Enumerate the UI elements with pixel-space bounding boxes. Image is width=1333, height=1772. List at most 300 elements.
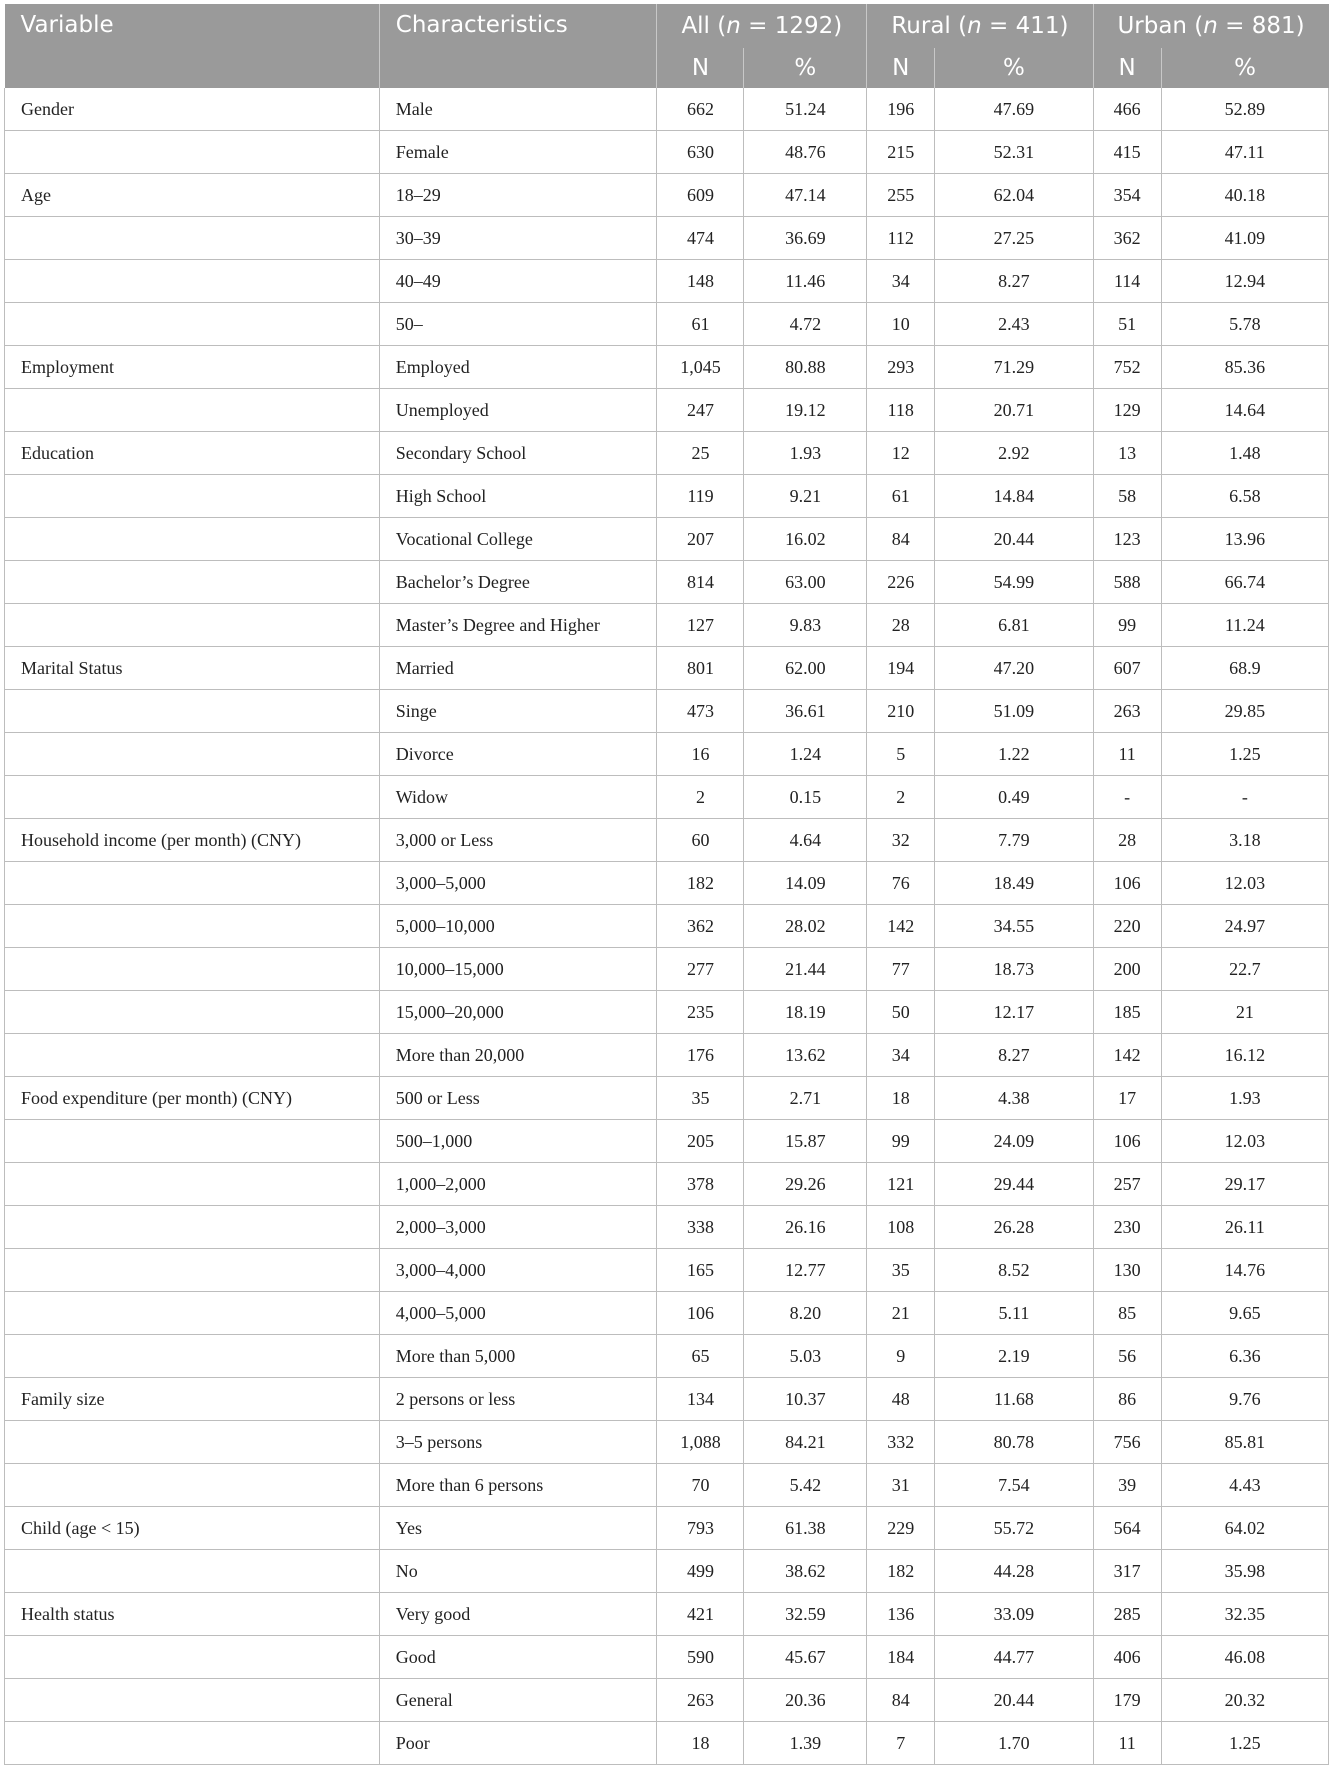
cell-urban-percent: 41.09 — [1161, 217, 1328, 260]
cell-urban-percent: 12.03 — [1161, 1120, 1328, 1163]
cell-rural-percent: 8.27 — [935, 260, 1093, 303]
cell-rural-percent: 52.31 — [935, 131, 1093, 174]
cell-all-percent: 63.00 — [744, 561, 867, 604]
header-group-rural-n: n — [967, 13, 982, 39]
table-row — [5, 1507, 1329, 1550]
cell-urban-percent: 85.81 — [1161, 1421, 1328, 1464]
demographics-table — [4, 4, 1329, 1765]
cell-urban-n: 123 — [1093, 518, 1161, 561]
cell-rural-n: 99 — [867, 1120, 935, 1163]
cell-urban-n: 142 — [1093, 1034, 1161, 1077]
cell-rural-percent: 71.29 — [935, 346, 1093, 389]
cell-all-n: 814 — [657, 561, 744, 604]
cell-all-n: 205 — [657, 1120, 744, 1163]
cell-rural-n: 50 — [867, 991, 935, 1034]
table-row — [5, 1163, 1329, 1206]
cell-characteristic: 2,000–3,000 — [379, 1206, 657, 1249]
cell-all-n: 182 — [657, 862, 744, 905]
cell-characteristic: Master’s Degree and Higher — [379, 604, 657, 647]
cell-rural-n: 84 — [867, 518, 935, 561]
cell-rural-percent: 2.19 — [935, 1335, 1093, 1378]
cell-all-percent: 84.21 — [744, 1421, 867, 1464]
cell-urban-n: 230 — [1093, 1206, 1161, 1249]
cell-rural-percent: 7.54 — [935, 1464, 1093, 1507]
cell-rural-percent: 8.27 — [935, 1034, 1093, 1077]
cell-rural-percent: 80.78 — [935, 1421, 1093, 1464]
cell-urban-percent: 22.7 — [1161, 948, 1328, 991]
cell-rural-percent: 7.79 — [935, 819, 1093, 862]
cell-urban-percent: 6.58 — [1161, 475, 1328, 518]
header-row-groups — [5, 4, 1329, 48]
header-variable: Variable — [5, 4, 380, 88]
table-row — [5, 88, 1329, 131]
header-group-rural — [867, 4, 1093, 48]
cell-urban-percent: 29.17 — [1161, 1163, 1328, 1206]
cell-variable — [5, 1722, 380, 1765]
cell-all-percent: 36.69 — [744, 217, 867, 260]
cell-urban-n: 220 — [1093, 905, 1161, 948]
table-row — [5, 862, 1329, 905]
cell-rural-percent: 44.77 — [935, 1636, 1093, 1679]
header-group-all-n: n — [726, 13, 741, 39]
cell-all-n: 176 — [657, 1034, 744, 1077]
cell-characteristic: 40–49 — [379, 260, 657, 303]
header-sub-n: N — [867, 48, 935, 88]
cell-urban-percent: 3.18 — [1161, 819, 1328, 862]
cell-characteristic: Good — [379, 1636, 657, 1679]
cell-characteristic: 500 or Less — [379, 1077, 657, 1120]
cell-urban-n: 588 — [1093, 561, 1161, 604]
table-row — [5, 1034, 1329, 1077]
cell-all-percent: 80.88 — [744, 346, 867, 389]
cell-all-percent: 38.62 — [744, 1550, 867, 1593]
cell-rural-percent: 20.71 — [935, 389, 1093, 432]
table-row — [5, 1722, 1329, 1765]
cell-all-n: 25 — [657, 432, 744, 475]
cell-all-n: 362 — [657, 905, 744, 948]
cell-rural-percent: 6.81 — [935, 604, 1093, 647]
cell-characteristic: Bachelor’s Degree — [379, 561, 657, 604]
cell-all-percent: 14.09 — [744, 862, 867, 905]
cell-all-percent: 61.38 — [744, 1507, 867, 1550]
cell-all-n: 263 — [657, 1679, 744, 1722]
header-group-urban — [1093, 4, 1328, 48]
cell-all-n: 793 — [657, 1507, 744, 1550]
cell-urban-percent: 12.94 — [1161, 260, 1328, 303]
cell-urban-n: - — [1093, 776, 1161, 819]
cell-urban-n: 406 — [1093, 1636, 1161, 1679]
table-header — [5, 4, 1329, 88]
cell-rural-percent: 0.49 — [935, 776, 1093, 819]
cell-characteristic: Widow — [379, 776, 657, 819]
cell-all-percent: 47.14 — [744, 174, 867, 217]
cell-characteristic: Unemployed — [379, 389, 657, 432]
header-group-all-suffix: = 1292) — [740, 13, 843, 39]
table-row — [5, 1679, 1329, 1722]
cell-rural-n: 28 — [867, 604, 935, 647]
cell-variable: Health status — [5, 1593, 380, 1636]
cell-urban-n: 39 — [1093, 1464, 1161, 1507]
cell-rural-n: 194 — [867, 647, 935, 690]
cell-rural-n: 229 — [867, 1507, 935, 1550]
table-row — [5, 217, 1329, 260]
cell-all-n: 60 — [657, 819, 744, 862]
cell-all-percent: 5.42 — [744, 1464, 867, 1507]
cell-all-n: 247 — [657, 389, 744, 432]
cell-characteristic: 3–5 persons — [379, 1421, 657, 1464]
table-row — [5, 303, 1329, 346]
cell-rural-percent: 1.22 — [935, 733, 1093, 776]
cell-rural-n: 255 — [867, 174, 935, 217]
table-row — [5, 1249, 1329, 1292]
cell-all-percent: 4.72 — [744, 303, 867, 346]
cell-rural-n: 2 — [867, 776, 935, 819]
cell-urban-percent: 6.36 — [1161, 1335, 1328, 1378]
cell-rural-n: 34 — [867, 1034, 935, 1077]
cell-variable — [5, 1550, 380, 1593]
cell-urban-n: 200 — [1093, 948, 1161, 991]
cell-urban-percent: 46.08 — [1161, 1636, 1328, 1679]
cell-urban-percent: 12.03 — [1161, 862, 1328, 905]
cell-urban-percent: 1.25 — [1161, 1722, 1328, 1765]
cell-characteristic: Divorce — [379, 733, 657, 776]
cell-variable: Education — [5, 432, 380, 475]
table-body — [5, 88, 1329, 1765]
cell-all-percent: 48.76 — [744, 131, 867, 174]
cell-rural-percent: 24.09 — [935, 1120, 1093, 1163]
cell-all-percent: 2.71 — [744, 1077, 867, 1120]
cell-all-percent: 62.00 — [744, 647, 867, 690]
cell-rural-n: 215 — [867, 131, 935, 174]
cell-rural-percent: 47.20 — [935, 647, 1093, 690]
cell-variable — [5, 1120, 380, 1163]
cell-rural-percent: 47.69 — [935, 88, 1093, 131]
cell-all-percent: 12.77 — [744, 1249, 867, 1292]
cell-all-n: 18 — [657, 1722, 744, 1765]
cell-all-percent: 0.15 — [744, 776, 867, 819]
header-sub-percent: % — [935, 48, 1093, 88]
table-row — [5, 518, 1329, 561]
cell-rural-n: 18 — [867, 1077, 935, 1120]
cell-all-n: 2 — [657, 776, 744, 819]
cell-characteristic: More than 6 persons — [379, 1464, 657, 1507]
cell-urban-n: 263 — [1093, 690, 1161, 733]
cell-all-percent: 1.39 — [744, 1722, 867, 1765]
cell-variable — [5, 991, 380, 1034]
cell-variable — [5, 1206, 380, 1249]
cell-all-percent: 9.21 — [744, 475, 867, 518]
cell-characteristic: 10,000–15,000 — [379, 948, 657, 991]
cell-characteristic: More than 20,000 — [379, 1034, 657, 1077]
table-row — [5, 346, 1329, 389]
cell-variable — [5, 1679, 380, 1722]
table-row — [5, 1421, 1329, 1464]
cell-variable — [5, 303, 380, 346]
cell-characteristic: Vocational College — [379, 518, 657, 561]
header-group-all — [657, 4, 867, 48]
cell-variable — [5, 733, 380, 776]
cell-urban-percent: 4.43 — [1161, 1464, 1328, 1507]
table-row — [5, 1550, 1329, 1593]
cell-characteristic: 4,000–5,000 — [379, 1292, 657, 1335]
cell-rural-n: 293 — [867, 346, 935, 389]
header-sub-percent: % — [1161, 48, 1328, 88]
cell-all-n: 207 — [657, 518, 744, 561]
cell-rural-percent: 11.68 — [935, 1378, 1093, 1421]
cell-rural-percent: 1.70 — [935, 1722, 1093, 1765]
cell-characteristic: 500–1,000 — [379, 1120, 657, 1163]
cell-rural-percent: 33.09 — [935, 1593, 1093, 1636]
cell-rural-percent: 2.43 — [935, 303, 1093, 346]
cell-all-percent: 1.93 — [744, 432, 867, 475]
cell-all-n: 127 — [657, 604, 744, 647]
cell-all-percent: 36.61 — [744, 690, 867, 733]
cell-characteristic: Secondary School — [379, 432, 657, 475]
cell-all-percent: 11.46 — [744, 260, 867, 303]
cell-rural-n: 21 — [867, 1292, 935, 1335]
cell-urban-n: 362 — [1093, 217, 1161, 260]
cell-variable: Child (age < 15) — [5, 1507, 380, 1550]
cell-all-percent: 4.64 — [744, 819, 867, 862]
header-group-urban-suffix: = 881) — [1217, 13, 1305, 39]
header-characteristics: Characteristics — [379, 4, 657, 88]
cell-variable: Age — [5, 174, 380, 217]
cell-characteristic: 3,000–5,000 — [379, 862, 657, 905]
cell-all-percent: 10.37 — [744, 1378, 867, 1421]
cell-variable — [5, 518, 380, 561]
cell-characteristic: Poor — [379, 1722, 657, 1765]
table-row — [5, 1378, 1329, 1421]
header-sub-percent: % — [744, 48, 867, 88]
table-row — [5, 174, 1329, 217]
cell-rural-percent: 20.44 — [935, 1679, 1093, 1722]
cell-urban-n: 257 — [1093, 1163, 1161, 1206]
cell-urban-n: 58 — [1093, 475, 1161, 518]
header-group-all-prefix: All ( — [681, 13, 727, 39]
table-row — [5, 905, 1329, 948]
header-sub-n: N — [1093, 48, 1161, 88]
table-row — [5, 819, 1329, 862]
cell-all-percent: 29.26 — [744, 1163, 867, 1206]
cell-urban-percent: 14.76 — [1161, 1249, 1328, 1292]
cell-rural-n: 12 — [867, 432, 935, 475]
table-row — [5, 991, 1329, 1034]
table-row — [5, 1636, 1329, 1679]
cell-characteristic: 1,000–2,000 — [379, 1163, 657, 1206]
cell-variable — [5, 604, 380, 647]
cell-variable — [5, 260, 380, 303]
cell-characteristic: Male — [379, 88, 657, 131]
cell-variable — [5, 1636, 380, 1679]
cell-rural-n: 118 — [867, 389, 935, 432]
cell-all-percent: 16.02 — [744, 518, 867, 561]
cell-rural-n: 9 — [867, 1335, 935, 1378]
cell-rural-n: 31 — [867, 1464, 935, 1507]
cell-all-n: 70 — [657, 1464, 744, 1507]
cell-all-n: 630 — [657, 131, 744, 174]
cell-all-n: 65 — [657, 1335, 744, 1378]
cell-rural-percent: 5.11 — [935, 1292, 1093, 1335]
cell-all-percent: 51.24 — [744, 88, 867, 131]
cell-urban-percent: 9.65 — [1161, 1292, 1328, 1335]
header-group-rural-prefix: Rural ( — [891, 13, 968, 39]
cell-urban-n: 564 — [1093, 1507, 1161, 1550]
cell-urban-n: 415 — [1093, 131, 1161, 174]
cell-variable — [5, 1034, 380, 1077]
cell-characteristic: 5,000–10,000 — [379, 905, 657, 948]
cell-variable — [5, 389, 380, 432]
cell-rural-n: 48 — [867, 1378, 935, 1421]
table-row — [5, 604, 1329, 647]
cell-urban-percent: 32.35 — [1161, 1593, 1328, 1636]
cell-rural-n: 84 — [867, 1679, 935, 1722]
table-row — [5, 260, 1329, 303]
cell-all-percent: 15.87 — [744, 1120, 867, 1163]
cell-characteristic: Singe — [379, 690, 657, 733]
cell-urban-n: 466 — [1093, 88, 1161, 131]
cell-rural-percent: 12.17 — [935, 991, 1093, 1034]
cell-all-percent: 18.19 — [744, 991, 867, 1034]
cell-rural-percent: 14.84 — [935, 475, 1093, 518]
cell-rural-n: 32 — [867, 819, 935, 862]
cell-rural-n: 112 — [867, 217, 935, 260]
table-row — [5, 647, 1329, 690]
cell-urban-percent: 20.32 — [1161, 1679, 1328, 1722]
cell-variable — [5, 1163, 380, 1206]
cell-all-percent: 28.02 — [744, 905, 867, 948]
cell-urban-n: 756 — [1093, 1421, 1161, 1464]
cell-urban-n: 752 — [1093, 346, 1161, 389]
cell-urban-n: 28 — [1093, 819, 1161, 862]
cell-urban-percent: 24.97 — [1161, 905, 1328, 948]
table-row — [5, 389, 1329, 432]
cell-all-n: 165 — [657, 1249, 744, 1292]
cell-all-percent: 1.24 — [744, 733, 867, 776]
cell-urban-n: 130 — [1093, 1249, 1161, 1292]
cell-variable — [5, 475, 380, 518]
cell-rural-n: 7 — [867, 1722, 935, 1765]
cell-rural-percent: 34.55 — [935, 905, 1093, 948]
cell-characteristic: 3,000–4,000 — [379, 1249, 657, 1292]
cell-characteristic: Female — [379, 131, 657, 174]
table-row — [5, 690, 1329, 733]
cell-characteristic: High School — [379, 475, 657, 518]
cell-all-percent: 8.20 — [744, 1292, 867, 1335]
cell-urban-n: 85 — [1093, 1292, 1161, 1335]
cell-all-percent: 32.59 — [744, 1593, 867, 1636]
cell-variable — [5, 690, 380, 733]
table-row — [5, 561, 1329, 604]
cell-all-percent: 19.12 — [744, 389, 867, 432]
cell-all-percent: 26.16 — [744, 1206, 867, 1249]
cell-rural-n: 34 — [867, 260, 935, 303]
cell-characteristic: 18–29 — [379, 174, 657, 217]
cell-urban-percent: 29.85 — [1161, 690, 1328, 733]
header-group-rural-suffix: = 411) — [981, 13, 1069, 39]
table-row — [5, 475, 1329, 518]
cell-characteristic: Married — [379, 647, 657, 690]
cell-urban-n: 99 — [1093, 604, 1161, 647]
cell-urban-n: 11 — [1093, 733, 1161, 776]
cell-variable: Household income (per month) (CNY) — [5, 819, 380, 862]
table-container — [4, 4, 1329, 1765]
cell-urban-n: 17 — [1093, 1077, 1161, 1120]
cell-all-percent: 13.62 — [744, 1034, 867, 1077]
cell-urban-percent: 68.9 — [1161, 647, 1328, 690]
cell-all-percent: 5.03 — [744, 1335, 867, 1378]
cell-characteristic: General — [379, 1679, 657, 1722]
cell-all-n: 134 — [657, 1378, 744, 1421]
cell-all-percent: 9.83 — [744, 604, 867, 647]
cell-characteristic: 50– — [379, 303, 657, 346]
cell-characteristic: 2 persons or less — [379, 1378, 657, 1421]
cell-rural-n: 76 — [867, 862, 935, 905]
cell-urban-n: 185 — [1093, 991, 1161, 1034]
cell-urban-percent: - — [1161, 776, 1328, 819]
cell-rural-percent: 55.72 — [935, 1507, 1093, 1550]
cell-rural-n: 196 — [867, 88, 935, 131]
cell-all-n: 473 — [657, 690, 744, 733]
table-row — [5, 131, 1329, 174]
cell-all-n: 474 — [657, 217, 744, 260]
cell-all-percent: 45.67 — [744, 1636, 867, 1679]
cell-all-n: 662 — [657, 88, 744, 131]
cell-rural-n: 184 — [867, 1636, 935, 1679]
cell-variable — [5, 776, 380, 819]
cell-rural-percent: 62.04 — [935, 174, 1093, 217]
cell-urban-percent: 13.96 — [1161, 518, 1328, 561]
cell-urban-percent: 1.48 — [1161, 432, 1328, 475]
cell-rural-n: 136 — [867, 1593, 935, 1636]
cell-all-n: 1,045 — [657, 346, 744, 389]
cell-characteristic: More than 5,000 — [379, 1335, 657, 1378]
cell-all-n: 338 — [657, 1206, 744, 1249]
header-group-urban-prefix: Urban ( — [1117, 13, 1204, 39]
cell-rural-n: 5 — [867, 733, 935, 776]
table-row — [5, 1464, 1329, 1507]
cell-urban-percent: 66.74 — [1161, 561, 1328, 604]
table-row — [5, 1335, 1329, 1378]
table-row — [5, 1077, 1329, 1120]
cell-all-n: 235 — [657, 991, 744, 1034]
cell-variable — [5, 131, 380, 174]
cell-rural-percent: 18.73 — [935, 948, 1093, 991]
cell-urban-n: 13 — [1093, 432, 1161, 475]
cell-urban-percent: 85.36 — [1161, 346, 1328, 389]
cell-urban-n: 51 — [1093, 303, 1161, 346]
table-row — [5, 1206, 1329, 1249]
cell-urban-percent: 14.64 — [1161, 389, 1328, 432]
cell-all-n: 277 — [657, 948, 744, 991]
cell-all-n: 421 — [657, 1593, 744, 1636]
cell-rural-percent: 20.44 — [935, 518, 1093, 561]
cell-variable — [5, 217, 380, 260]
header-sub-n: N — [657, 48, 744, 88]
cell-characteristic: Employed — [379, 346, 657, 389]
cell-urban-percent: 35.98 — [1161, 1550, 1328, 1593]
cell-variable — [5, 862, 380, 905]
cell-rural-n: 10 — [867, 303, 935, 346]
cell-characteristic: Yes — [379, 1507, 657, 1550]
cell-rural-percent: 18.49 — [935, 862, 1093, 905]
cell-variable — [5, 905, 380, 948]
cell-urban-percent: 26.11 — [1161, 1206, 1328, 1249]
cell-variable: Marital Status — [5, 647, 380, 690]
cell-urban-percent: 9.76 — [1161, 1378, 1328, 1421]
cell-all-n: 590 — [657, 1636, 744, 1679]
cell-urban-n: 106 — [1093, 862, 1161, 905]
cell-all-n: 609 — [657, 174, 744, 217]
